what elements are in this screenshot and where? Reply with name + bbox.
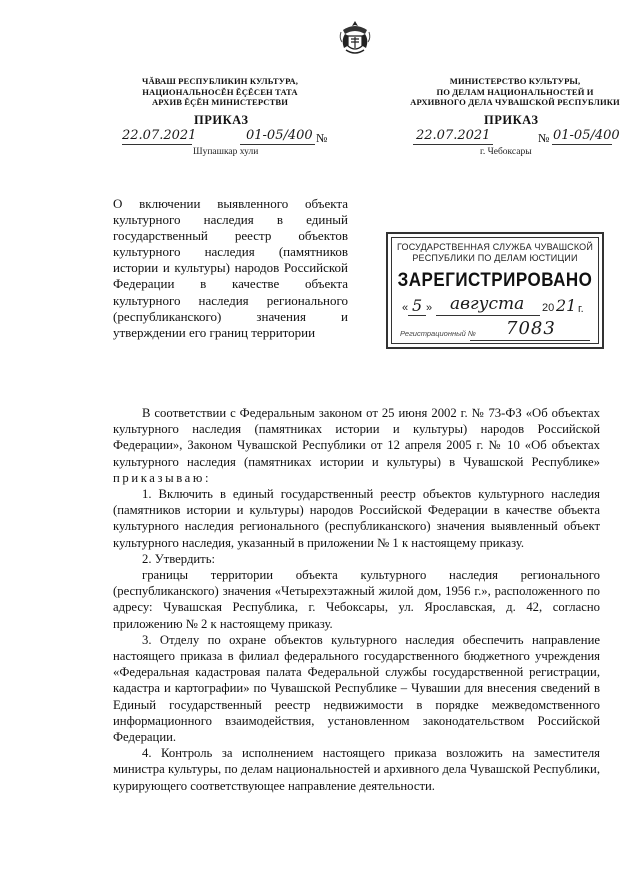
body-item-4: 4. Контроль за исполнением настоящего приказа возложить на заместителя министра культуры, по делам национальностей и архивного дела Чувашской Республики, курирующего соответствующее направление деятельности. — [113, 746, 600, 793]
order-subject: О включении выявленного объекта культурного наследия в единый государственный реестр объектов культурного наследия (памятников истории и культуры) народов Российской Федерации в качестве объекта культурного наследия регионального (республиканского) значения и утверждении его границ территории — [113, 196, 348, 340]
header-right-line-3: АРХИВНОГО ДЕЛА ЧУВАШСКОЙ РЕСПУБЛИКИ — [410, 97, 620, 107]
body-item-2-text: границы территории объекта культурного наследия регионального (республиканского) значения «Четырехэтажный жилой дом, 1956 г.», расположенного по адресу: Чувашская Республика, г. Чебоксары, ул. Ярославская, д. 42, согласно приложению № 2 к настоящему приказу. — [113, 568, 600, 631]
stamp-quote-close: » — [426, 302, 433, 314]
stamp-reg-number: 7083 — [506, 318, 556, 339]
prikaz-title-left: ПРИКАЗ — [194, 113, 249, 127]
number-sign-left: № — [316, 131, 328, 145]
header-left-line-2: НАЦИОНАЛЬНОСĔН ĔÇĔСЕН ТАТА — [142, 86, 298, 97]
stamp-year-prefix: 20 — [542, 302, 555, 314]
number-underline-left — [240, 144, 315, 145]
handwritten-date-left: 22.07.2021 — [122, 128, 197, 143]
header-left-line-1: ЧĂВАШ РЕСПУБЛИКИН КУЛЬТУРА, — [142, 76, 298, 86]
header-left-chuvash — [120, 76, 320, 108]
place-left: Шупашкар хули — [193, 147, 259, 157]
chuvash-coat-of-arms-emblem — [337, 18, 373, 58]
order-word: приказываю: — [113, 470, 212, 485]
date-underline-right — [413, 144, 493, 145]
stamp-reg-label: Регистрационный № — [400, 329, 476, 338]
body-intro-paragraph — [113, 405, 600, 486]
stamp-year-suffix: 21 — [556, 296, 577, 315]
stamp-reg-underline — [470, 340, 590, 341]
body-item-1: 1. Включить в единый государственный реестр объектов культурного наследия (памятников истории и культуры) народов Российской Федерации в качестве объекта культурного наследия регионального (республиканского) значения выявленный объект культурного наследия, указанный в приложении № 1 к настоящему приказу. — [113, 487, 600, 550]
handwritten-number-right: 01-05/400 — [553, 128, 620, 143]
stamp-registered-label: ЗАРЕГИСТРИРОВАНО — [397, 268, 593, 291]
body-intro: В соответствии с Федеральным законом от 25 июня 2002 г. № 73-ФЗ «Об объектах культурного наследия (памятниках истории и культуры) народов Российской Федерации», Законом Чувашской Республики от 12 апреля 2005 г. № 10 «Об объектах культурного наследия (памятниках истории и культуры) в Чувашской Республике» — [113, 406, 600, 469]
body-item-2-heading: 2. Утвердить: — [142, 551, 216, 566]
stamp-organization — [388, 242, 602, 264]
header-right-line-1: МИНИСТЕРСТВО КУЛЬТУРЫ, — [449, 76, 581, 86]
body-item-3: 3. Отделу по охране объектов культурного наследия обеспечить направление настоящего приказа в филиал федерального государственного бюджетного учреждения «Федеральная кадастровая палата Федеральной службы государственной регистрации, кадастра и картографии» по Чувашской Республике – Чувашии для внесения сведений в Единый государственный реестр недвижимости в порядке межведомственного информационного взаимодействия, установленном законодательством Российской Федерации. — [113, 632, 600, 745]
stamp-month: августа — [450, 294, 525, 314]
stamp-org-line-1: ГОСУДАРСТВЕННАЯ СЛУЖБА ЧУВАШСКОЙ — [396, 242, 594, 252]
header-right-russian — [400, 76, 630, 108]
place-right: г. Чебоксары — [480, 147, 532, 157]
registration-stamp — [386, 232, 604, 349]
handwritten-date-right: 22.07.2021 — [416, 128, 491, 143]
stamp-month-underline — [436, 315, 540, 316]
number-sign-right: № — [538, 131, 550, 145]
prikaz-title-right: ПРИКАЗ — [484, 113, 539, 127]
date-underline-left — [122, 144, 192, 145]
stamp-day-underline — [408, 315, 426, 316]
handwritten-number-left: 01-05/400 — [246, 128, 313, 143]
stamp-date-row — [402, 294, 592, 320]
stamp-day: 5 — [412, 296, 423, 315]
stamp-quote-open: « — [402, 302, 409, 314]
header-left-line-3: АРХИВ ĔÇĔН МИНИСТЕРСТВИ — [151, 97, 289, 107]
header-right-line-2: ПО ДЕЛАМ НАЦИОНАЛЬНОСТЕЙ И — [436, 86, 594, 97]
number-underline-right — [552, 144, 612, 145]
stamp-org-line-2: РЕСПУБЛИКИ ПО ДЕЛАМ ЮСТИЦИИ — [412, 253, 578, 263]
stamp-year-abbr: г. — [578, 303, 584, 315]
order-body — [113, 405, 600, 794]
